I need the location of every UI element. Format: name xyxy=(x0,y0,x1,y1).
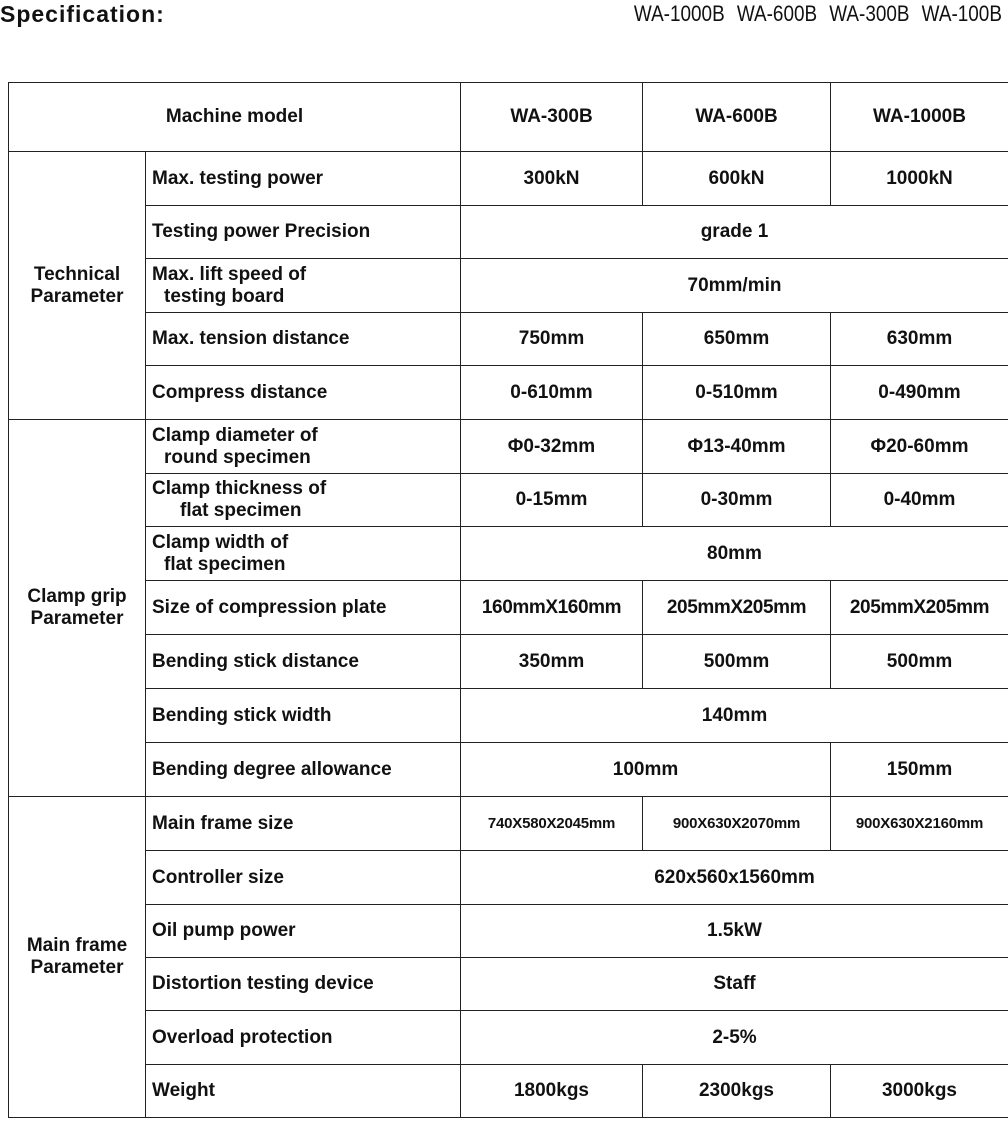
table-row xyxy=(9,313,1008,366)
table-row xyxy=(9,474,1008,527)
table-row xyxy=(9,420,1008,474)
group-technical-parameter xyxy=(9,152,146,420)
row-label: Max. testing power xyxy=(146,152,461,206)
table-row xyxy=(9,1011,1008,1065)
table-row xyxy=(9,635,1008,689)
model-name: WA-600B xyxy=(736,1,818,26)
table-cell: 650mm xyxy=(643,313,831,366)
table-cell: 2300kgs xyxy=(643,1065,831,1118)
table-cell: 740X580X2045mm xyxy=(461,797,643,851)
column-header-wa600b: WA-600B xyxy=(643,83,831,152)
table-cell: 750mm xyxy=(461,313,643,366)
machine-model-header: Machine model xyxy=(9,83,461,152)
table-cell: 140mm xyxy=(461,689,1008,743)
table-cell: Φ20-60mm xyxy=(831,420,1008,474)
row-label xyxy=(146,474,461,527)
table-cell: 1000kN xyxy=(831,152,1008,206)
row-label: Overload protection xyxy=(146,1011,461,1065)
table-cell: 160mmX160mm xyxy=(461,581,643,635)
table-cell: 620x560x1560mm xyxy=(461,851,1008,905)
table-cell: 1800kgs xyxy=(461,1065,643,1118)
table-row xyxy=(9,797,1008,851)
row-label-line: flat specimen xyxy=(180,500,302,521)
table-cell: 150mm xyxy=(831,743,1008,797)
row-label: Main frame size xyxy=(146,797,461,851)
row-label-line: testing board xyxy=(164,285,285,307)
table-cell: 500mm xyxy=(831,635,1008,689)
page-title: Specification: xyxy=(0,1,165,27)
table-cell: 205mmX205mm xyxy=(643,581,831,635)
table-cell: 500mm xyxy=(643,635,831,689)
table-cell: 900X630X2160mm xyxy=(831,797,1008,851)
table-row xyxy=(9,366,1008,420)
column-header-wa300b: WA-300B xyxy=(461,83,643,152)
model-name: WA-100B xyxy=(921,1,1002,26)
table-cell: 0-490mm xyxy=(831,366,1008,420)
table-cell: Φ0-32mm xyxy=(461,420,643,474)
row-label: Bending degree allowance xyxy=(146,743,461,797)
table-cell: 2-5% xyxy=(461,1011,1008,1065)
table-row xyxy=(9,958,1008,1011)
table-row xyxy=(9,581,1008,635)
row-label xyxy=(146,259,461,313)
model-name: WA-1000B xyxy=(633,1,725,26)
row-label: Distortion testing device xyxy=(146,958,461,1011)
table-cell: 0-510mm xyxy=(643,366,831,420)
row-label: Size of compression plate xyxy=(146,581,461,635)
table-cell: 1.5kW xyxy=(461,905,1008,958)
table-cell: 350mm xyxy=(461,635,643,689)
table-row xyxy=(9,152,1008,206)
table-row xyxy=(9,206,1008,259)
group-clamp-grip-parameter xyxy=(9,420,146,797)
table-cell: Staff xyxy=(461,958,1008,1011)
table-cell: 0-30mm xyxy=(643,474,831,527)
table-cell: 80mm xyxy=(461,527,1008,581)
row-label: Max. tension distance xyxy=(146,313,461,366)
column-header-wa1000b: WA-1000B xyxy=(831,83,1008,152)
table-cell: 100mm xyxy=(461,743,831,797)
row-label: Testing power Precision xyxy=(146,206,461,259)
table-cell: 900X630X2070mm xyxy=(643,797,831,851)
group-label-line: Clamp grip xyxy=(27,586,127,607)
table-cell: grade 1 xyxy=(461,206,1008,259)
spec-header xyxy=(0,0,1008,40)
table-row xyxy=(9,259,1008,313)
table-row xyxy=(9,743,1008,797)
row-label-line: Clamp thickness of xyxy=(152,478,327,499)
table-cell: 0-40mm xyxy=(831,474,1008,527)
row-label: Weight xyxy=(146,1065,461,1118)
row-label xyxy=(146,527,461,581)
table-row xyxy=(9,527,1008,581)
table-cell: 630mm xyxy=(831,313,1008,366)
group-label-line: Parameter xyxy=(30,285,124,307)
table-cell: 70mm/min xyxy=(461,259,1008,313)
group-label-line: Parameter xyxy=(30,957,124,978)
table-row xyxy=(9,1065,1008,1118)
row-label: Compress distance xyxy=(146,366,461,420)
table-cell: Φ13-40mm xyxy=(643,420,831,474)
table-cell: 0-610mm xyxy=(461,366,643,420)
row-label-line: round specimen xyxy=(164,446,311,468)
table-cell: 0-15mm xyxy=(461,474,643,527)
model-name: WA-300B xyxy=(829,1,910,26)
table-row xyxy=(9,905,1008,958)
group-main-frame-parameter xyxy=(9,797,146,1118)
table-cell: 3000kgs xyxy=(831,1065,1008,1118)
group-label-line: Main frame xyxy=(26,935,128,956)
table-row xyxy=(9,689,1008,743)
table-cell: 600kN xyxy=(643,152,831,206)
row-label: Bending stick width xyxy=(146,689,461,743)
specification-table xyxy=(8,82,1008,1118)
group-label-line: Technical xyxy=(33,263,121,285)
row-label: Controller size xyxy=(146,851,461,905)
row-label: Bending stick distance xyxy=(146,635,461,689)
table-cell: 205mmX205mm xyxy=(831,581,1008,635)
row-label-line: Clamp width of xyxy=(152,531,289,553)
row-label: Oil pump power xyxy=(146,905,461,958)
row-label-line: flat specimen xyxy=(164,553,286,575)
row-label xyxy=(146,420,461,474)
row-label-line: Max. lift speed of xyxy=(152,263,307,285)
table-cell: 300kN xyxy=(461,152,643,206)
model-list xyxy=(627,0,1002,28)
table-header-row xyxy=(9,83,1008,152)
group-label-line: Parameter xyxy=(30,608,124,629)
table-row xyxy=(9,851,1008,905)
row-label-line: Clamp diameter of xyxy=(152,424,318,446)
